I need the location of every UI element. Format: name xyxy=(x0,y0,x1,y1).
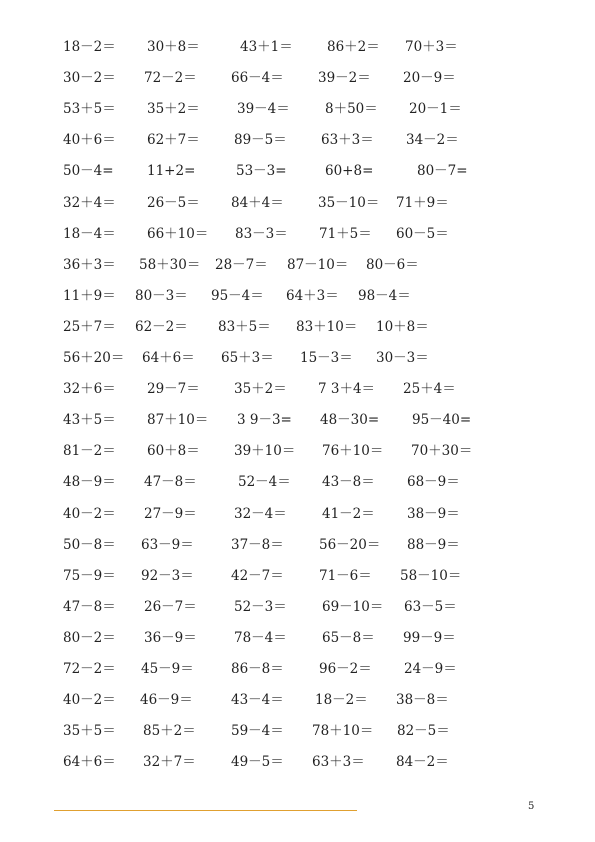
arithmetic-problem: 30－3＝ xyxy=(376,350,429,366)
arithmetic-problem: 72－2＝ xyxy=(144,70,197,87)
arithmetic-problem: 68－9＝ xyxy=(407,474,460,491)
arithmetic-problem: 25＋7＝ xyxy=(63,318,116,335)
arithmetic-problem: 42－7＝ xyxy=(231,567,284,584)
problem-row xyxy=(0,68,595,88)
arithmetic-problem: 83＋10＝ xyxy=(296,318,358,335)
arithmetic-problem: 41－2＝ xyxy=(322,505,375,522)
arithmetic-problem: 43＋5＝ xyxy=(63,412,116,429)
arithmetic-problem: 32＋4＝ xyxy=(63,194,116,211)
arithmetic-problem: 36＋3＝ xyxy=(63,256,116,273)
arithmetic-problem: 30＋8＝ xyxy=(147,39,200,55)
arithmetic-problem: 20－1＝ xyxy=(409,101,462,118)
arithmetic-problem: 40＋6＝ xyxy=(63,132,116,149)
problem-row xyxy=(0,379,595,399)
arithmetic-problem: 70＋3＝ xyxy=(405,39,458,55)
problem-row xyxy=(0,410,595,430)
arithmetic-problem: 76＋10＝ xyxy=(322,443,384,460)
arithmetic-problem: 78＋10＝ xyxy=(312,723,374,740)
footer-rule xyxy=(54,810,357,811)
arithmetic-problem: 63＋3＝ xyxy=(312,754,365,771)
arithmetic-problem: 80－2＝ xyxy=(63,629,116,646)
arithmetic-problem: 32＋6＝ xyxy=(63,381,116,398)
arithmetic-problem: 35＋5＝ xyxy=(63,723,116,740)
arithmetic-problem: 36－9＝ xyxy=(144,629,197,646)
arithmetic-problem: 18－2＝ xyxy=(63,39,116,55)
arithmetic-problem: 40－2＝ xyxy=(63,505,116,522)
arithmetic-problem: 80－6＝ xyxy=(366,256,419,273)
problem-row xyxy=(0,286,595,306)
arithmetic-problem: 66－4＝ xyxy=(231,70,284,87)
arithmetic-problem: 18－2＝ xyxy=(315,692,368,709)
problem-row xyxy=(0,255,595,275)
arithmetic-problem: 87＋10＝ xyxy=(147,412,209,429)
arithmetic-problem: 71＋5＝ xyxy=(319,225,372,242)
arithmetic-problem: 64＋6＝ xyxy=(63,754,116,771)
arithmetic-problem: 34－2＝ xyxy=(406,132,459,149)
arithmetic-problem: 11＋9＝ xyxy=(63,287,116,304)
arithmetic-problem: 63－9＝ xyxy=(141,536,194,553)
arithmetic-problem: 62－2＝ xyxy=(135,318,188,335)
arithmetic-problem: 95－4＝ xyxy=(211,287,264,304)
arithmetic-problem: 35＋2＝ xyxy=(234,381,287,398)
arithmetic-problem: 72－2＝ xyxy=(63,661,116,677)
arithmetic-problem: 89－5＝ xyxy=(234,132,287,149)
arithmetic-problem: 83－3＝ xyxy=(235,225,288,242)
arithmetic-problem: 65－8＝ xyxy=(322,629,375,646)
problem-row xyxy=(0,99,595,119)
arithmetic-problem: 15－3＝ xyxy=(300,350,353,366)
arithmetic-problem: 63＋3＝ xyxy=(321,132,374,149)
arithmetic-problem: 78－4＝ xyxy=(234,629,287,646)
arithmetic-problem: 56－20＝ xyxy=(319,536,381,553)
arithmetic-problem: 20－9＝ xyxy=(403,70,456,87)
arithmetic-problem: 98－4＝ xyxy=(358,287,411,304)
arithmetic-problem: 95－40= xyxy=(412,412,472,429)
arithmetic-problem: 52－3＝ xyxy=(234,598,287,615)
arithmetic-problem: 49－5＝ xyxy=(231,754,284,771)
arithmetic-problem: 96－2＝ xyxy=(319,661,372,677)
problem-row xyxy=(0,317,595,337)
arithmetic-problem: 60＋8＝ xyxy=(147,443,200,460)
arithmetic-problem: 66＋10＝ xyxy=(147,225,209,242)
arithmetic-problem: 75－9＝ xyxy=(63,567,116,584)
arithmetic-problem: 48－9＝ xyxy=(63,474,116,491)
arithmetic-problem: 39＋10＝ xyxy=(234,443,296,460)
arithmetic-problem: 48－30= xyxy=(320,412,380,429)
arithmetic-problem: 38－9＝ xyxy=(407,505,460,522)
arithmetic-problem: 71－6＝ xyxy=(319,567,372,584)
arithmetic-problem: 47－8＝ xyxy=(144,474,197,491)
arithmetic-problem: 27－9＝ xyxy=(144,505,197,522)
arithmetic-problem: 30－2＝ xyxy=(63,70,116,87)
arithmetic-problem: 39－2＝ xyxy=(318,70,371,87)
arithmetic-problem: 35－10＝ xyxy=(318,194,380,211)
arithmetic-problem: 3 9－3= xyxy=(237,412,292,429)
arithmetic-problem: 47－8＝ xyxy=(63,598,116,615)
arithmetic-problem: 92－3＝ xyxy=(141,567,194,584)
arithmetic-problem: 65＋3＝ xyxy=(221,350,274,366)
problem-row xyxy=(0,566,595,586)
arithmetic-problem: 38－8＝ xyxy=(396,692,449,709)
arithmetic-problem: 84－2＝ xyxy=(396,754,449,771)
arithmetic-problem: 7 3＋4＝ xyxy=(318,381,376,398)
arithmetic-problem: 26－5＝ xyxy=(147,194,200,211)
arithmetic-problem: 85＋2＝ xyxy=(143,723,196,740)
arithmetic-problem: 35＋2＝ xyxy=(147,101,200,118)
problem-row xyxy=(0,628,595,648)
problem-row xyxy=(0,441,595,461)
arithmetic-problem: 84＋4＝ xyxy=(231,194,284,211)
arithmetic-problem: 40－2＝ xyxy=(63,692,116,709)
arithmetic-problem: 53－3= xyxy=(236,163,287,180)
arithmetic-problem: 43－8＝ xyxy=(322,474,375,491)
arithmetic-problem: 58－10＝ xyxy=(400,567,462,584)
arithmetic-problem: 53＋5＝ xyxy=(63,101,116,118)
arithmetic-problem: 29－7＝ xyxy=(147,381,200,398)
arithmetic-problem: 83＋5＝ xyxy=(218,318,271,335)
arithmetic-problem: 88－9＝ xyxy=(407,536,460,553)
problem-row xyxy=(0,472,595,492)
arithmetic-problem: 86＋2＝ xyxy=(327,39,380,55)
problem-row xyxy=(0,348,595,368)
arithmetic-problem: 50－8＝ xyxy=(63,536,116,553)
arithmetic-problem: 81－2＝ xyxy=(63,443,116,460)
problem-row xyxy=(0,597,595,617)
arithmetic-problem: 8＋50＝ xyxy=(325,101,378,118)
arithmetic-problem: 32＋7＝ xyxy=(143,754,196,771)
arithmetic-problem: 25＋4＝ xyxy=(403,381,456,398)
arithmetic-problem: 10＋8＝ xyxy=(376,318,429,335)
arithmetic-problem: 37－8＝ xyxy=(231,536,284,553)
arithmetic-problem: 62＋7＝ xyxy=(147,132,200,149)
arithmetic-problem: 59－4＝ xyxy=(231,723,284,740)
arithmetic-problem: 60－5＝ xyxy=(396,225,449,242)
problem-row xyxy=(0,721,595,741)
problem-row xyxy=(0,535,595,555)
arithmetic-problem: 99－9＝ xyxy=(403,629,456,646)
problem-row xyxy=(0,161,595,181)
arithmetic-problem: 64＋6＝ xyxy=(142,350,195,366)
problem-row xyxy=(0,659,595,679)
arithmetic-problem: 28－7＝ xyxy=(215,256,268,273)
arithmetic-problem: 46－9＝ xyxy=(140,692,193,709)
arithmetic-problem: 56＋20＝ xyxy=(63,350,125,366)
arithmetic-problem: 80－7= xyxy=(417,163,468,180)
arithmetic-problem: 24－9＝ xyxy=(404,661,457,677)
arithmetic-problem: 39－4＝ xyxy=(237,101,290,118)
arithmetic-problem: 26－7＝ xyxy=(144,598,197,615)
arithmetic-problem: 64＋3＝ xyxy=(286,287,339,304)
arithmetic-problem: 18－4＝ xyxy=(63,225,116,242)
arithmetic-problem: 70＋30＝ xyxy=(411,443,473,460)
arithmetic-problem: 82－5＝ xyxy=(397,723,450,740)
arithmetic-problem: 52－4＝ xyxy=(238,474,291,491)
arithmetic-problem: 58＋30＝ xyxy=(139,256,201,273)
arithmetic-problem: 86－8＝ xyxy=(231,661,284,677)
arithmetic-problem: 63－5＝ xyxy=(404,598,457,615)
arithmetic-problem: 11+2= xyxy=(147,163,196,180)
page-number: 5 xyxy=(528,801,535,812)
arithmetic-problem: 80－3＝ xyxy=(135,287,188,304)
arithmetic-problem: 43－4＝ xyxy=(231,692,284,709)
arithmetic-problem: 50－4= xyxy=(63,163,114,180)
problem-row xyxy=(0,690,595,710)
problem-row xyxy=(0,130,595,150)
arithmetic-problem: 45－9＝ xyxy=(141,661,194,677)
problem-row xyxy=(0,193,595,213)
arithmetic-problem: 60+8= xyxy=(325,163,374,180)
problem-row xyxy=(0,224,595,244)
problem-row xyxy=(0,504,595,524)
problem-row xyxy=(0,752,595,772)
arithmetic-problem: 43＋1＝ xyxy=(240,39,293,55)
arithmetic-problem: 32－4＝ xyxy=(234,505,287,522)
problem-row xyxy=(0,37,595,57)
arithmetic-problem: 71＋9＝ xyxy=(396,194,449,211)
arithmetic-problem: 69－10＝ xyxy=(322,598,384,615)
arithmetic-problem: 87－10＝ xyxy=(287,256,349,273)
